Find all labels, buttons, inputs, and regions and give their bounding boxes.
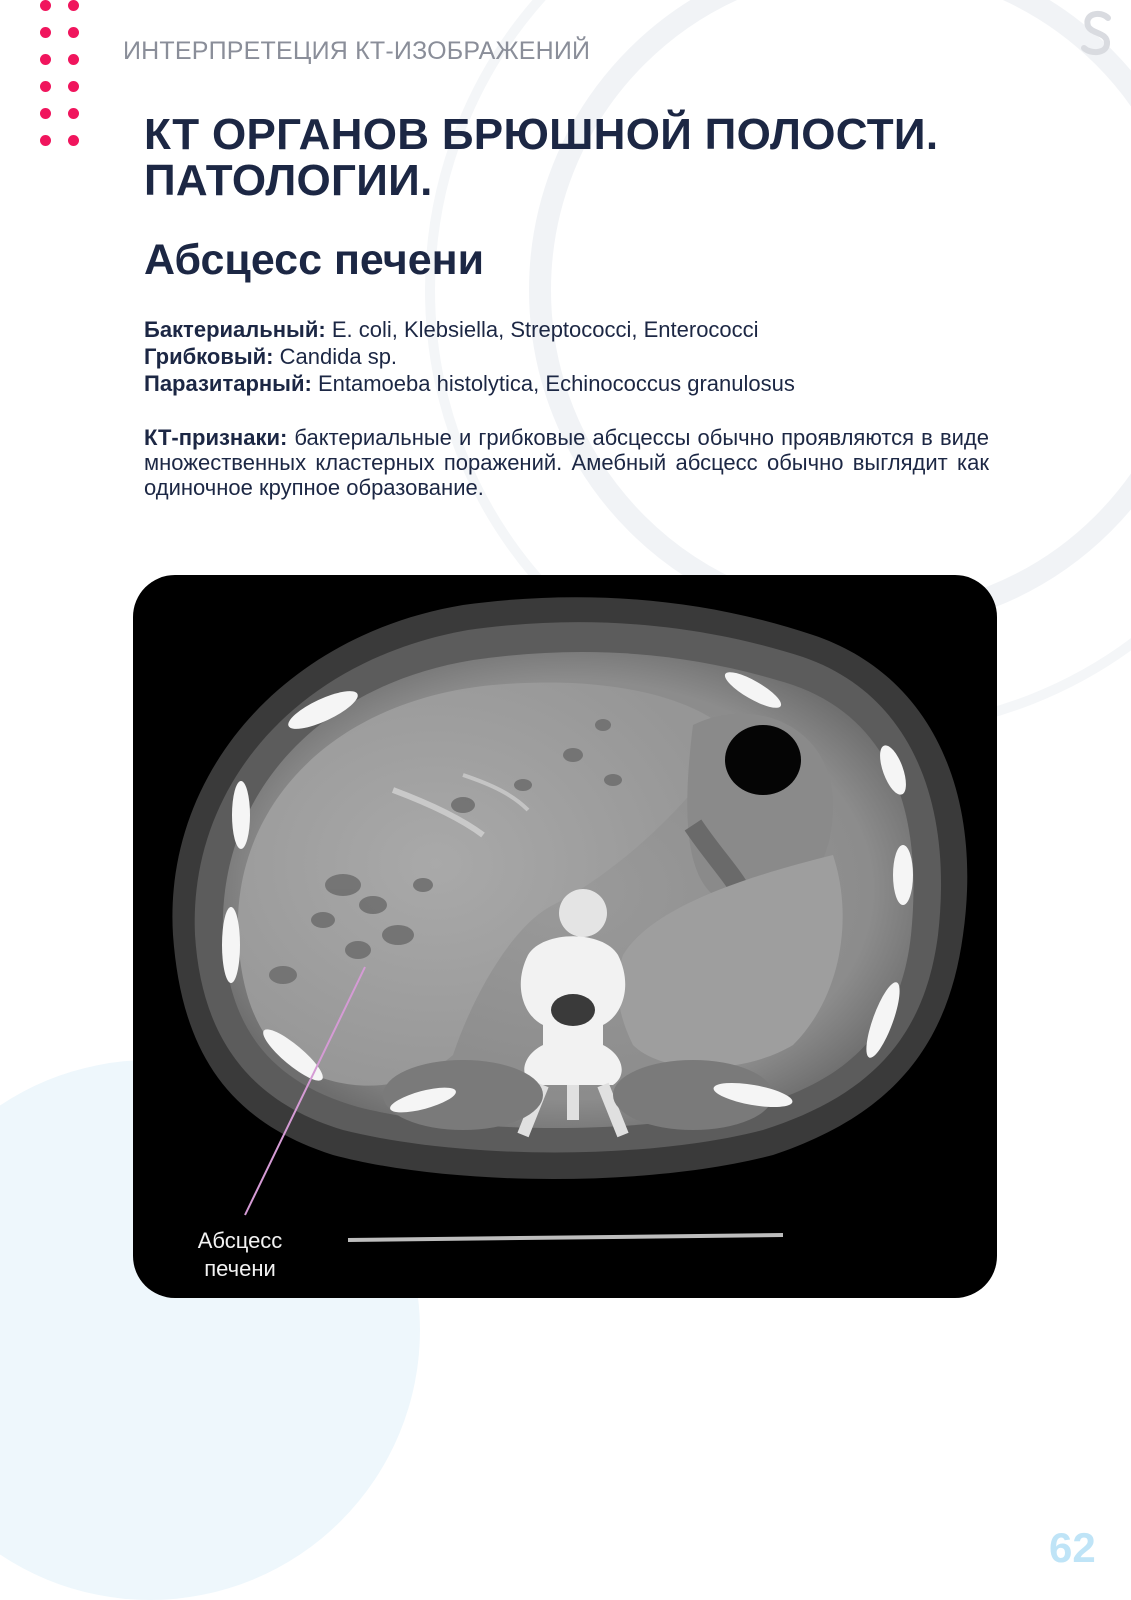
causes-list [144, 316, 984, 397]
ct-scan-illustration [133, 575, 997, 1298]
page-title-line2: ПАТОЛОГИИ. [144, 156, 433, 205]
cause-label: Бактериальный: [144, 317, 326, 342]
cause-item [144, 370, 984, 397]
page-number: 62 [1049, 1524, 1096, 1571]
running-head: ИНТЕРПРЕТЕЦИЯ КТ-ИЗОБРАЖЕНИЙ [123, 37, 591, 65]
cause-item [144, 316, 984, 343]
ct-annotation-line2: печени [204, 1256, 276, 1281]
cause-text: Candida sp. [273, 344, 398, 369]
s-logo-icon [1078, 8, 1118, 60]
ct-annotation-line1: Абсцесс [197, 1228, 283, 1253]
cause-text: E. coli, Klebsiella, Streptococci, Enterococci [325, 317, 759, 342]
cause-label: Паразитарный: [144, 371, 312, 396]
section-heading: Абсцесс печени [144, 236, 485, 284]
ct-signs-label: КТ-признаки: [144, 425, 288, 450]
decorative-dots [40, 0, 84, 150]
page-title-line1: КТ ОРГАНОВ БРЮШНОЙ ПОЛОСТИ. [144, 110, 939, 159]
ct-annotation-label [175, 1227, 305, 1283]
ct-image [133, 575, 997, 1298]
ct-signs-paragraph [144, 425, 989, 500]
cause-text: Entamoeba histolytica, Echinococcus granulosus [311, 371, 795, 396]
page-title [144, 112, 1044, 204]
cause-item [144, 343, 984, 370]
cause-label: Грибковый: [144, 344, 274, 369]
ct-signs-text: бактериальные и грибковые абсцессы обычно проявляются в виде множественных кластерных поражений. Амебный абсцесс обычно выглядит как одиночное крупное образование. [144, 425, 989, 500]
